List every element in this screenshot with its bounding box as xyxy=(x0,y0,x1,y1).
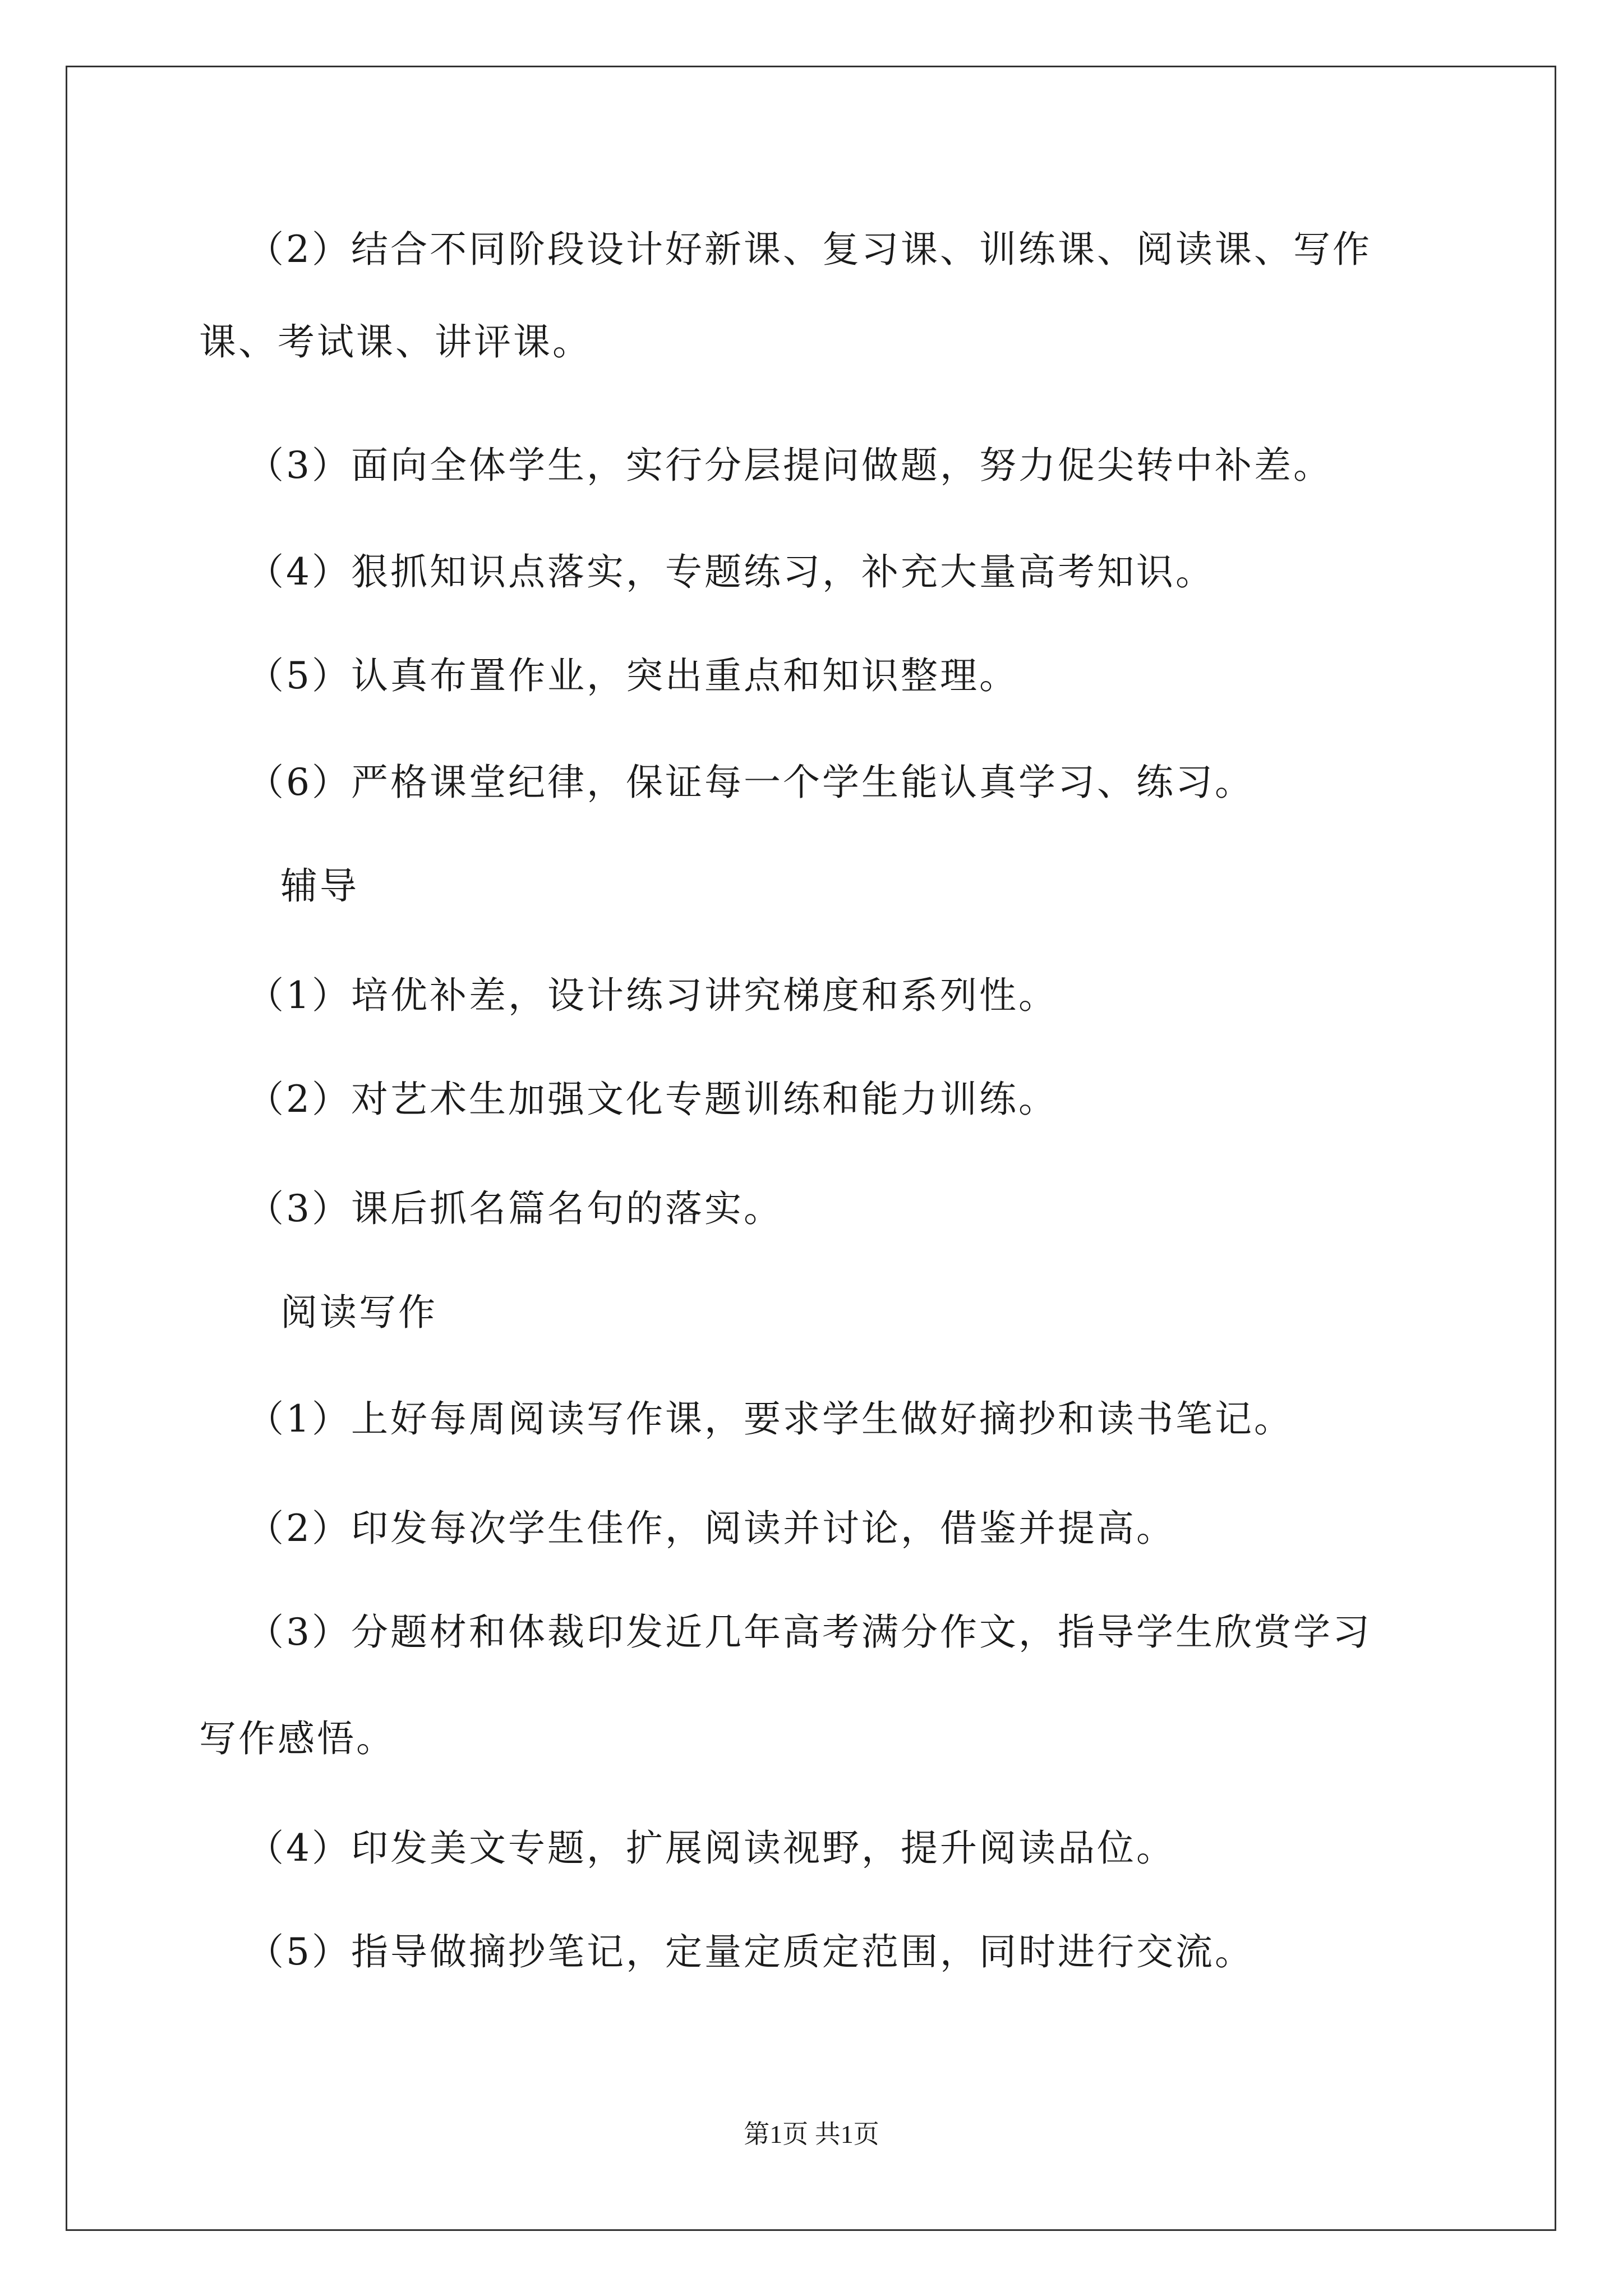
paragraph-line-12: （1）上好每周阅读写作课，要求学生做好摘抄和读书笔记。 xyxy=(247,1397,1293,1441)
paragraph-line-13: （2）印发每次学生佳作，阅读并讨论，借鉴并提高。 xyxy=(247,1507,1175,1550)
paragraph-line-8: （1）培优补差，设计练习讲究梯度和系列性。 xyxy=(247,974,1058,1017)
paragraph-line-15: 写作感悟。 xyxy=(199,1717,395,1760)
page-border xyxy=(66,66,1556,2231)
paragraph-line-6: （6）严格课堂纪律，保证每一个学生能认真学习、练习。 xyxy=(247,761,1254,804)
paragraph-line-5: （5）认真布置作业，突出重点和知识整理。 xyxy=(247,654,1018,697)
paragraph-line-14: （3）分题材和体裁印发近几年高考满分作文，指导学生欣赏学习 xyxy=(247,1611,1372,1654)
paragraph-line-2: 课、考试课、讲评课。 xyxy=(199,320,592,364)
section-heading-reading-writing: 阅读写作 xyxy=(280,1291,437,1334)
paragraph-line-3: （3）面向全体学生，实行分层提问做题，努力促尖转中补差。 xyxy=(247,444,1332,487)
page-footer: 第1页 共1页 xyxy=(744,2120,879,2148)
paragraph-line-17: （5）指导做摘抄笔记，定量定质定范围，同时进行交流。 xyxy=(247,1930,1254,1973)
paragraph-line-9: （2）对艺术生加强文化专题训练和能力训练。 xyxy=(247,1078,1058,1121)
paragraph-line-10: （3）课后抓名篇名句的落实。 xyxy=(247,1187,783,1230)
paragraph-line-16: （4）印发美文专题，扩展阅读视野，提升阅读品位。 xyxy=(247,1826,1175,1870)
paragraph-line-1: （2）结合不同阶段设计好新课、复习课、训练课、阅读课、写作 xyxy=(247,228,1372,271)
section-heading-tutoring: 辅导 xyxy=(280,864,359,908)
paragraph-line-4: （4）狠抓知识点落实，专题练习，补充大量高考知识。 xyxy=(247,550,1215,593)
